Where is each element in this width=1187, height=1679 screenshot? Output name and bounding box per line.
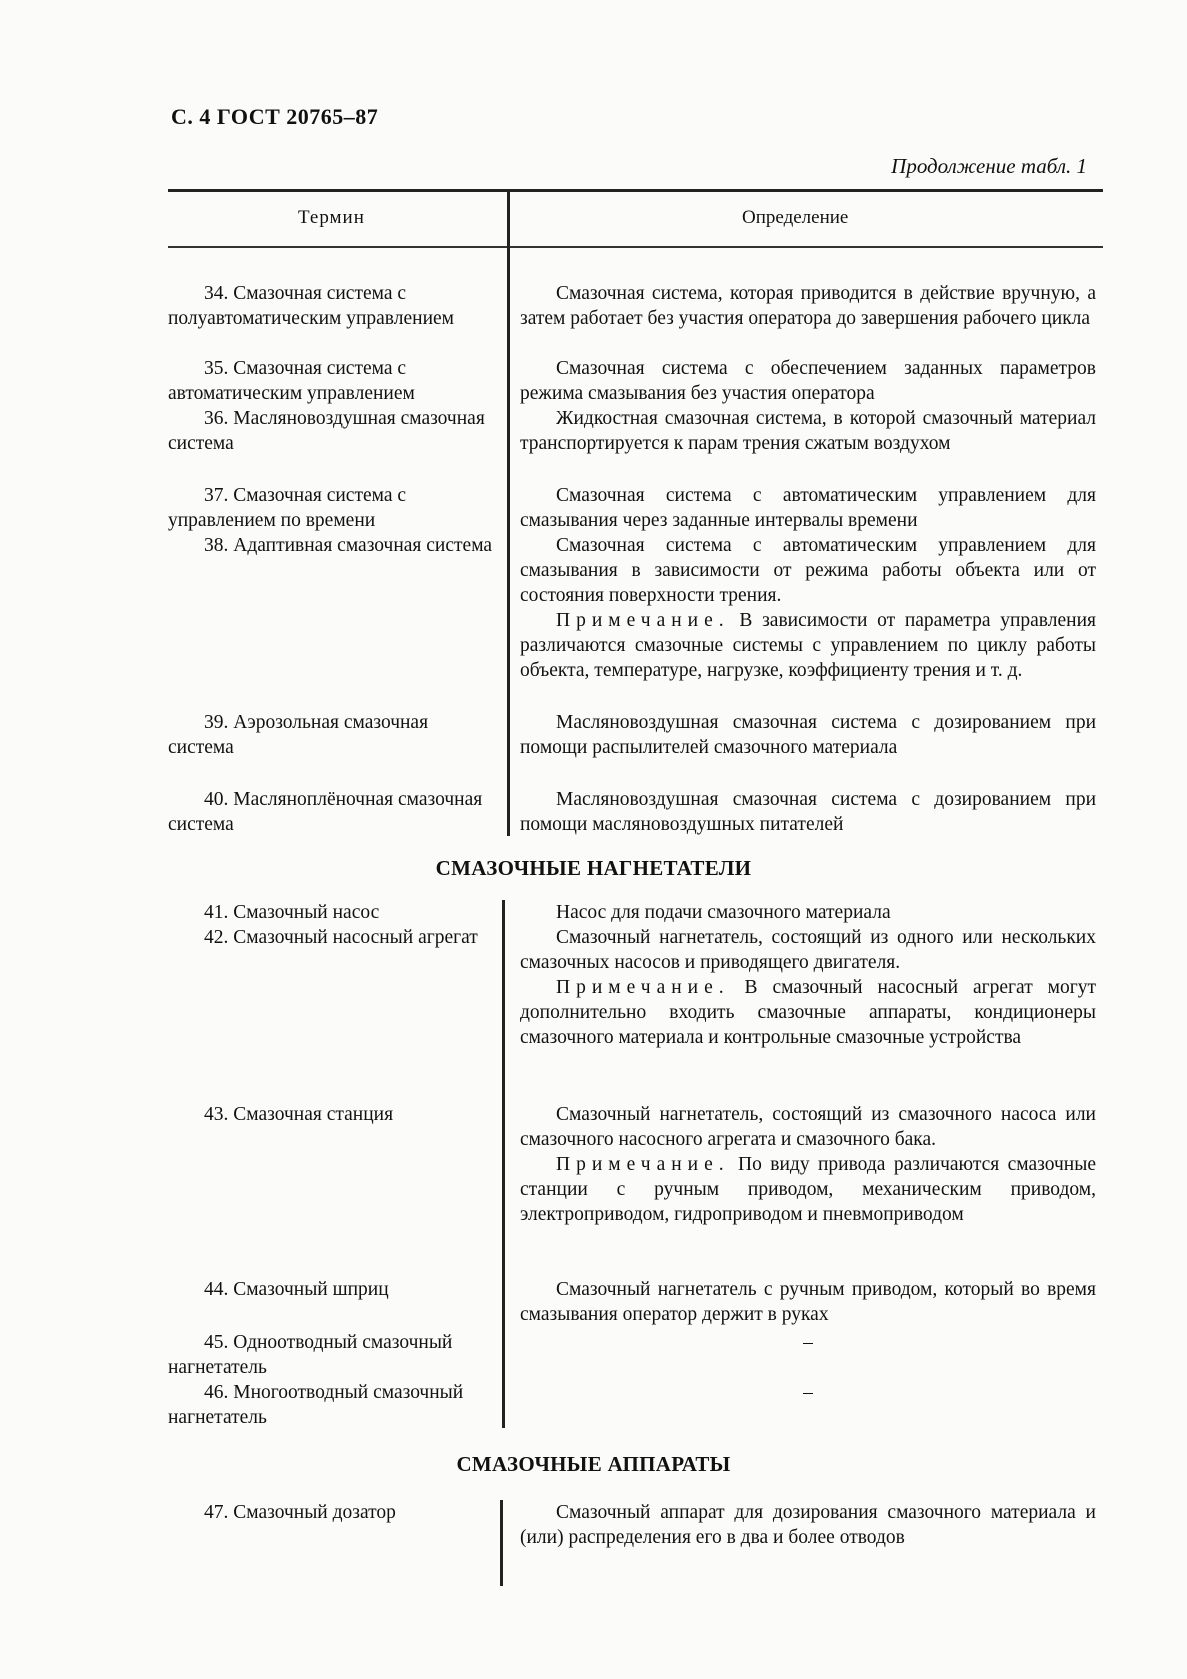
term-46: 46. Многоотводный смазочный нагнетатель bbox=[168, 1382, 464, 1428]
page-header: С. 4 ГОСТ 20765–87 bbox=[171, 104, 379, 129]
note-label: Примечание. bbox=[556, 1154, 730, 1175]
table-header-rule bbox=[168, 246, 1103, 248]
definition-39: Масляновоздушная смазочная система с дозированием при помощи распылителей смазочного материала bbox=[520, 712, 1096, 758]
definition-41: Насос для подачи смазочного материала bbox=[556, 902, 891, 923]
definition-37: Смазочная система с автоматическим управлением для смазывания через заданные интервалы времени bbox=[520, 485, 1096, 531]
section-heading-pumps: СМАЗОЧНЫЕ НАГНЕТАТЕЛИ bbox=[435, 856, 752, 880]
column-header-term: Термин bbox=[298, 207, 365, 228]
definition-46: – bbox=[803, 1382, 813, 1403]
definition-47: Смазочный аппарат для дозирования смазочного материала и (или) распределения его в два и более отводов bbox=[520, 1502, 1096, 1548]
term-43: 43. Смазочная станция bbox=[204, 1104, 394, 1125]
term-34: 34. Смазочная система с полуавтоматическим управлением bbox=[168, 283, 455, 329]
definition-40: Масляновоздушная смазочная система с дозированием при помощи масляновоздушных питателей bbox=[520, 789, 1096, 835]
term-47: 47. Смазочный дозатор bbox=[204, 1502, 396, 1523]
term-38: 38. Адаптивная смазочная система bbox=[204, 535, 493, 556]
definition-34: Смазочная система, которая приводится в действие вручную, а затем работает без участия оператора до завершения рабочего цикла bbox=[520, 283, 1096, 329]
definition-44: Смазочный нагнетатель с ручным приводом, который во время смазывания оператор держит в руках bbox=[520, 1279, 1096, 1325]
column-header-definition: Определение bbox=[742, 207, 849, 228]
column-divider bbox=[500, 1500, 503, 1586]
definition-35: Смазочная система с обеспечением заданных параметров режима смазывания без участия оператора bbox=[520, 358, 1096, 404]
note-label: Примечание. bbox=[556, 610, 730, 631]
term-41: 41. Смазочный насос bbox=[204, 902, 380, 923]
table-top-rule bbox=[168, 189, 1103, 192]
term-36: 36. Масляновоздушная смазочная система bbox=[168, 408, 485, 454]
term-40: 40. Масляноплёночная смазочная система bbox=[168, 789, 483, 835]
note-label: Примечание. bbox=[556, 977, 730, 998]
section-heading-apparatus: СМАЗОЧНЫЕ АППАРАТЫ bbox=[456, 1452, 731, 1476]
table-continuation-label: Продолжение табл. 1 bbox=[891, 154, 1087, 178]
term-37: 37. Смазочная система с управлением по времени bbox=[168, 485, 407, 531]
column-divider bbox=[507, 192, 510, 836]
definition-43: Смазочный нагнетатель, состоящий из смазочного насоса или смазочного насосного агрегата и смазочного бака. Примечание. По виду привода различаются смазочные станции с ручным приводом, механическим приводом, электроприводом, гидроприводом и пневмоприводом bbox=[520, 1104, 1096, 1225]
term-42: 42. Смазочный насосный агрегат bbox=[204, 927, 478, 948]
term-44: 44. Смазочный шприц bbox=[204, 1279, 389, 1300]
term-39: 39. Аэрозольная смазочная система bbox=[168, 712, 429, 758]
term-35: 35. Смазочная система с автоматическим управлением bbox=[168, 358, 415, 404]
definition-38: Смазочная система с автоматическим управлением для смазывания в зависимости от режима работы объекта или от состояния поверхности трения. Примечание. В зависимости от параметра управления различаются смазочные системы с управлением по циклу работы объекта, температуре, нагрузке, коэффициенту трения и т. д. bbox=[520, 535, 1096, 681]
definition-36: Жидкостная смазочная система, в которой смазочный материал транспортируется к парам трения сжатым воздухом bbox=[520, 408, 1096, 454]
definition-45: – bbox=[803, 1332, 813, 1353]
column-divider bbox=[502, 900, 505, 1428]
term-45: 45. Одноотводный смазочный нагнетатель bbox=[168, 1332, 453, 1378]
definition-42: Смазочный нагнетатель, состоящий из одного или нескольких смазочных насосов и приводящего двигателя. Примечание. В смазочный насосный агрегат могут дополнительно входить смазочные аппараты, кондиционеры смазочного материала и контрольные смазочные устройства bbox=[520, 927, 1096, 1048]
